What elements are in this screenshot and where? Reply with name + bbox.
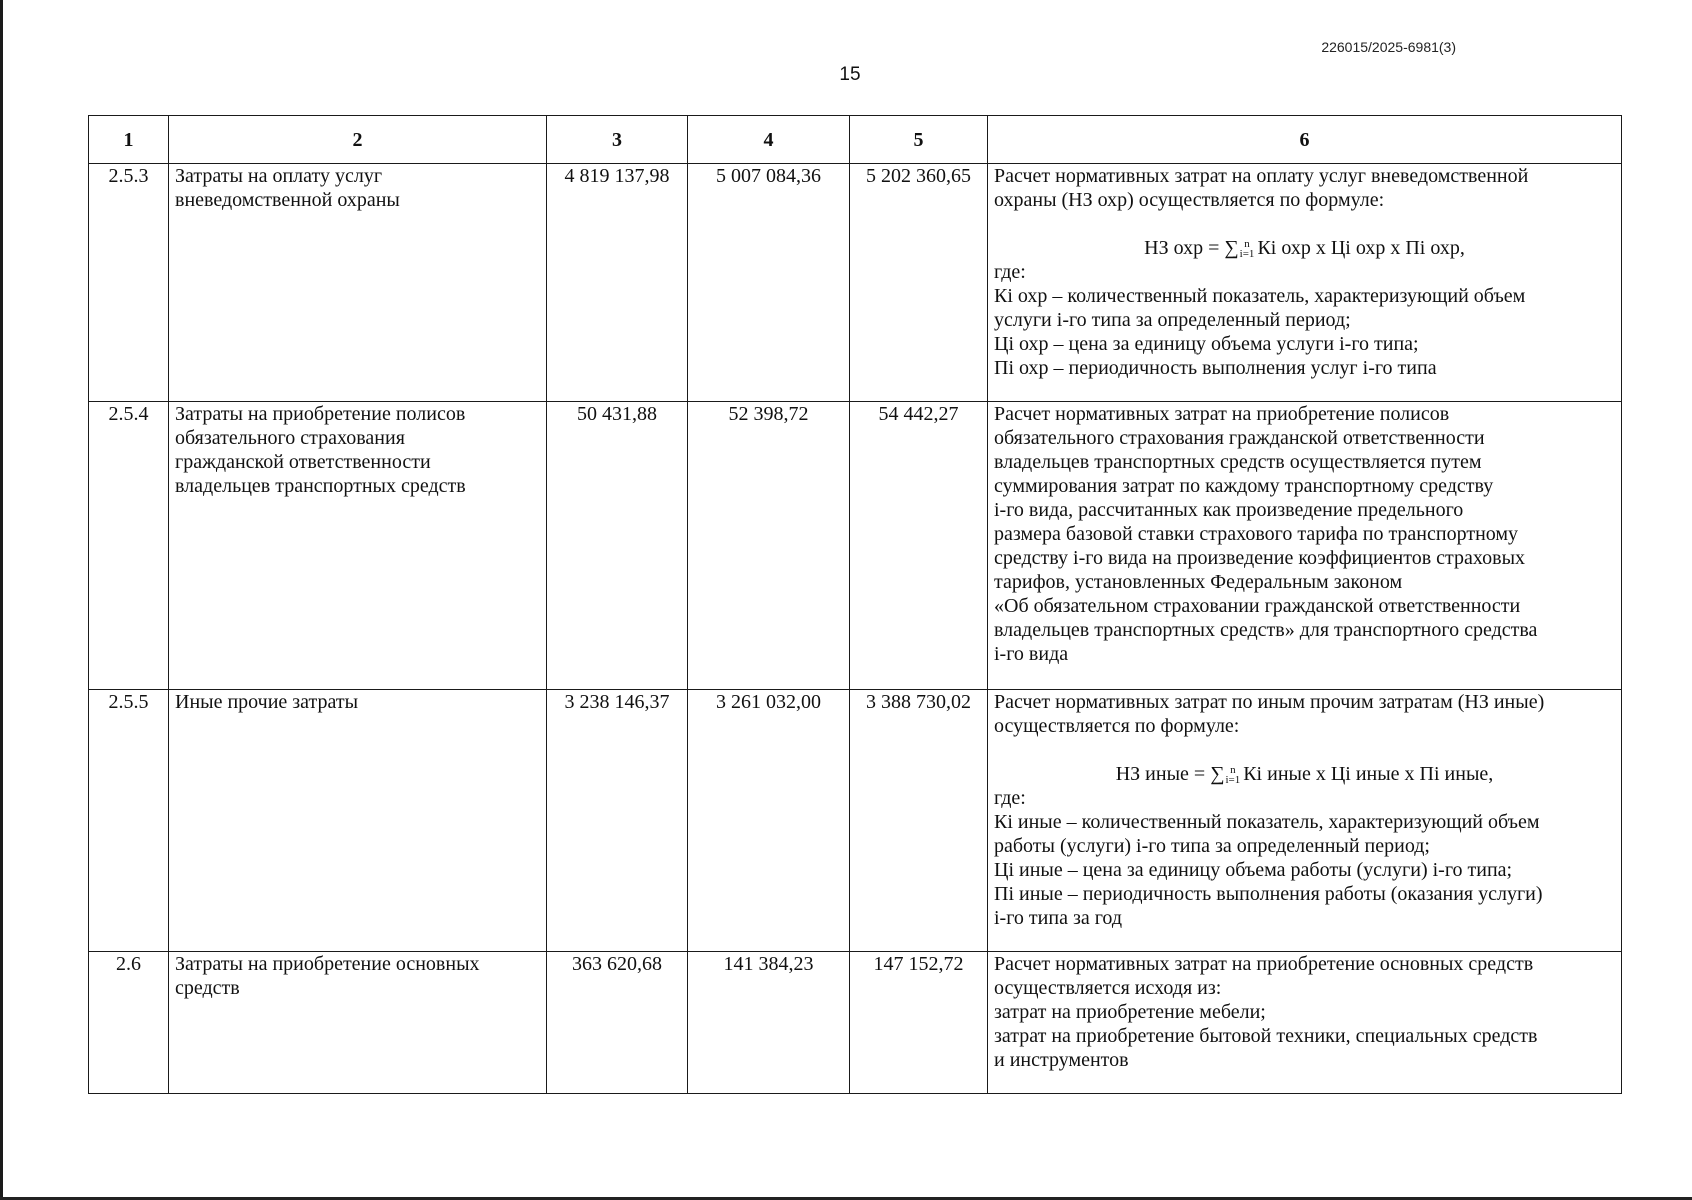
table-row [89, 402, 1622, 690]
description-line: владельцев транспортных средств» для транспортного средства [994, 619, 1538, 641]
value-col4: 3 261 032,00 [688, 690, 850, 952]
value-col4: 52 398,72 [688, 402, 850, 690]
value-col3: 50 431,88 [547, 402, 688, 690]
expense-name-line: средств [175, 977, 240, 999]
description-line: Пi охр – периодичность выполнения услуг i-го типа [994, 357, 1437, 379]
description-line: суммирования затрат по каждому транспортному средству [994, 475, 1494, 497]
sum-symbol: ∑ [1210, 763, 1225, 785]
column-header-4: 4 [688, 116, 850, 164]
description-line: Кi иные – количественный показатель, характеризующий объем [994, 811, 1540, 833]
value-col3: 3 238 146,37 [547, 690, 688, 952]
row-number: 2.5.4 [89, 402, 169, 690]
description-line: где: [994, 787, 1026, 809]
expense-name-line: Иные прочие затраты [175, 691, 359, 713]
table-row [89, 164, 1622, 402]
description-line: «Об обязательном страховании гражданской ответственности [994, 595, 1521, 617]
value-col5: 147 152,72 [850, 952, 988, 1094]
value-col4: 141 384,23 [688, 952, 850, 1094]
table-row [89, 690, 1622, 952]
description-line: тарифов, установленных Федеральным законом [994, 571, 1403, 593]
description-line: i-го вида, рассчитанных как произведение предельного [994, 499, 1464, 521]
expense-name-line: обязательного страхования [175, 427, 405, 449]
formula-lhs: НЗ иные = [1115, 763, 1211, 785]
expense-name-line: Затраты на оплату услуг [175, 165, 383, 187]
description-line: i-го типа за год [994, 907, 1123, 929]
formula-lhs: НЗ охр = [1144, 237, 1225, 259]
expense-name [169, 164, 547, 402]
value-col5: 5 202 360,65 [850, 164, 988, 402]
calculation-description [988, 402, 1622, 690]
description-line: охраны (НЗ охр) осуществляется по формуле: [994, 189, 1385, 211]
formula-rhs: Кi иные x Цi иные x Пi иные, [1243, 763, 1494, 785]
column-header-1: 1 [89, 116, 169, 164]
description-line: услуги i-го типа за определенный период; [994, 309, 1351, 331]
description-line: обязательного страхования гражданской ответственности [994, 427, 1485, 449]
table-header-row [89, 116, 1622, 164]
expense-name [169, 402, 547, 690]
description-line: Расчет нормативных затрат на оплату услуг вневедомственной [994, 165, 1529, 187]
description-line: где: [994, 261, 1026, 283]
row-number: 2.5.3 [89, 164, 169, 402]
description-line: Расчет нормативных затрат на приобретение полисов [994, 403, 1450, 425]
sum-upper: n [1244, 238, 1250, 251]
description-line: владельцев транспортных средств осуществляется путем [994, 451, 1482, 473]
description-line: осуществляется по формуле: [994, 715, 1240, 737]
table-row [89, 952, 1622, 1094]
expense-name-line: Затраты на приобретение основных [175, 953, 480, 975]
scan-left-edge [0, 0, 3, 1200]
value-col3: 4 819 137,98 [547, 164, 688, 402]
formula [994, 762, 1615, 786]
sum-lower: i=1 [1225, 774, 1241, 787]
column-header-3: 3 [547, 116, 688, 164]
description-line: работы (услуги) i-го типа за определенный период; [994, 835, 1430, 857]
description-line: Расчет нормативных затрат по иным прочим затратам (НЗ иные) [994, 691, 1545, 713]
description-line: затрат на приобретение бытовой техники, специальных средств [994, 1025, 1538, 1047]
column-header-5: 5 [850, 116, 988, 164]
page-number: 15 [839, 64, 861, 85]
description-line: Пi иные – периодичность выполнения работы (оказания услуги) [994, 883, 1543, 905]
row-number: 2.5.5 [89, 690, 169, 952]
description-line: размера базовой ставки страхового тарифа по транспортному [994, 523, 1519, 545]
formula-rhs: Кi охр x Цi охр x Пi охр, [1257, 237, 1465, 259]
column-header-6: 6 [988, 116, 1622, 164]
expense-name-line: гражданской ответственности [175, 451, 431, 473]
sum-upper: n [1230, 764, 1236, 777]
expense-name [169, 952, 547, 1094]
description-line: Цi охр – цена за единицу объема услуги i-го типа; [994, 333, 1419, 355]
description-line: затрат на приобретение мебели; [994, 1001, 1266, 1023]
expenses-table [88, 115, 1622, 1094]
document-id: 226015/2025-6981(3) [1321, 39, 1456, 55]
description-line: осуществляется исходя из: [994, 977, 1222, 999]
value-col5: 3 388 730,02 [850, 690, 988, 952]
expense-name-line: вневедомственной охраны [175, 189, 400, 211]
expense-name-line: Затраты на приобретение полисов [175, 403, 466, 425]
description-line: Расчет нормативных затрат на приобретение основных средств [994, 953, 1534, 975]
value-col5: 54 442,27 [850, 402, 988, 690]
description-line: и инструментов [994, 1049, 1129, 1071]
expense-name-line: владельцев транспортных средств [175, 475, 466, 497]
description-line: Цi иные – цена за единицу объема работы (услуги) i-го типа; [994, 859, 1513, 881]
sum-symbol: ∑ [1224, 237, 1239, 259]
description-line: Кi охр – количественный показатель, характеризующий объем [994, 285, 1526, 307]
expense-name [169, 690, 547, 952]
sum-limits [1225, 765, 1240, 785]
calculation-description [988, 690, 1622, 952]
sum-lower: i=1 [1239, 248, 1255, 261]
calculation-description [988, 164, 1622, 402]
description-line: средству i-го вида на произведение коэффициентов страховых [994, 547, 1526, 569]
formula [994, 236, 1615, 260]
value-col4: 5 007 084,36 [688, 164, 850, 402]
row-number: 2.6 [89, 952, 169, 1094]
sum-limits [1240, 239, 1255, 259]
calculation-description [988, 952, 1622, 1094]
column-header-2: 2 [169, 116, 547, 164]
value-col3: 363 620,68 [547, 952, 688, 1094]
description-line: i-го вида [994, 643, 1069, 665]
